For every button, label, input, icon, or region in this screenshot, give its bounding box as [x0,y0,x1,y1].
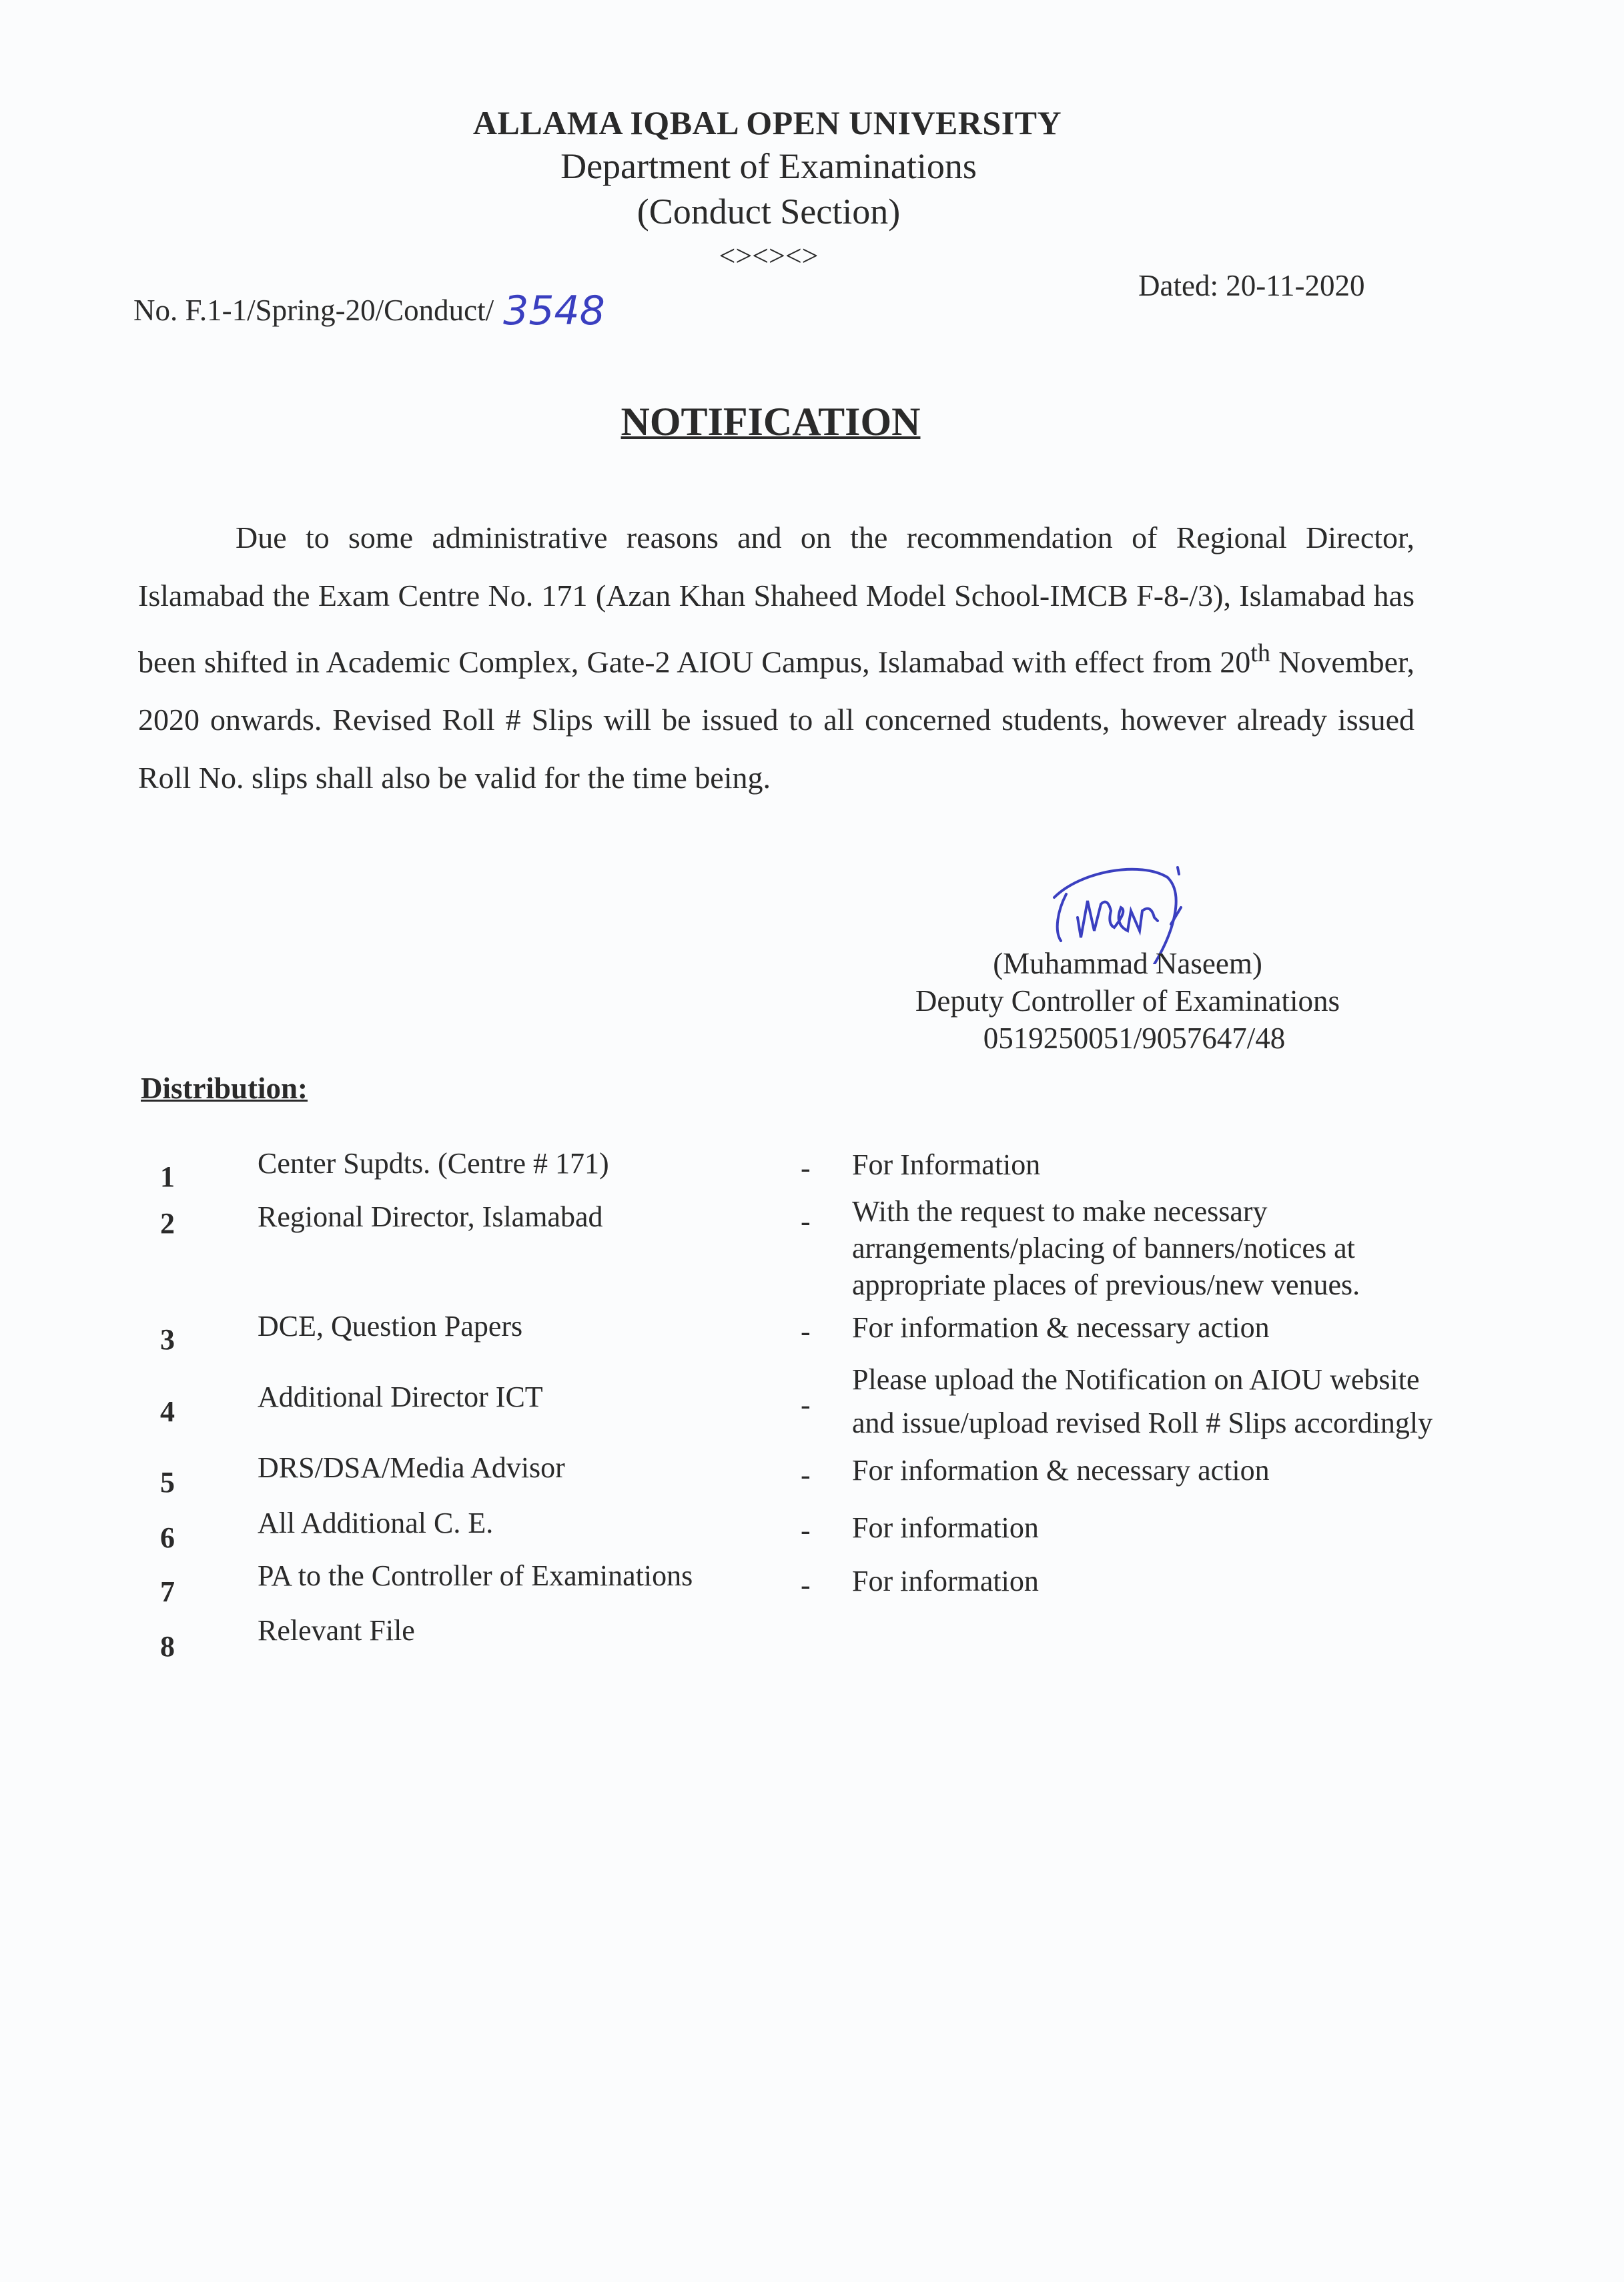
remark: For information & necessary action [852,1311,1270,1344]
signatory-designation: Deputy Controller of Examinations [915,984,1340,1018]
dash: - [801,1315,811,1348]
dash: - [801,1389,811,1421]
body-text-2: November, 2020 onwards. Revised Roll # Slips will be issued to all concerned students, however already issued Roll No. slips shall also be valid for the time being. [138,645,1414,795]
row-number: 1 [160,1160,175,1193]
dash: - [801,1459,811,1491]
recipient: All Additional C. E. [258,1507,494,1539]
remark: For Information [852,1148,1041,1181]
remark: appropriate places of previous/new venues. [852,1268,1360,1301]
remark: For information & necessary action [852,1454,1270,1487]
ornament-divider: <><><> [719,240,819,272]
row-number: 3 [160,1323,175,1356]
recipient: Regional Director, Islamabad [258,1200,603,1233]
reference-prefix: No. F.1-1/Spring-20/Conduct/ [133,294,494,327]
university-name: ALLAMA IQBAL OPEN UNIVERSITY [472,104,1062,141]
recipient: PA to the Controller of Examinations [258,1559,693,1592]
recipient: Additional Director ICT [258,1381,543,1413]
recipient: DCE, Question Papers [258,1310,523,1343]
ordinal-suffix: th [1250,639,1271,667]
department-name: Department of Examinations [560,146,977,186]
recipient: Relevant File [258,1614,415,1647]
handwritten-number: 3548 [503,288,605,334]
row-number: 4 [160,1395,175,1428]
remark: For information [852,1565,1039,1597]
remark: Please upload the Notification on AIOU website [852,1363,1420,1396]
date: Dated: 20-11-2020 [1138,269,1365,302]
remark: and issue/upload revised Roll # Slips accordingly [852,1407,1433,1439]
signatory-name: (Muhammad Naseem) [993,947,1262,980]
distribution-heading: Distribution: [141,1072,308,1105]
dash: - [801,1152,811,1184]
document-title: NOTIFICATION [621,400,921,444]
recipient: DRS/DSA/Media Advisor [258,1451,565,1484]
section-name: (Conduct Section) [637,192,901,232]
remark: arrangements/placing of banners/notices at [852,1232,1355,1264]
dash: - [801,1514,811,1547]
row-number: 7 [160,1575,175,1608]
recipient: Center Supdts. (Centre # 171) [258,1147,609,1180]
remark: With the request to make necessary [852,1195,1268,1228]
reference-number [133,284,605,334]
row-number: 5 [160,1466,175,1499]
row-number: 6 [160,1521,175,1554]
dash: - [801,1569,811,1601]
remark: For information [852,1511,1039,1544]
dash: - [801,1205,811,1238]
row-number: 8 [160,1630,175,1663]
body-text-1: Due to some administrative reasons and on the recommendation of Regional Director, Islamabad the Exam Centre No. 171 (Azan Khan Shaheed Model School-IMCB F-8-/3), Islamabad has been shifted in Academic Complex, Gate-2 AIOU Campus, Islamabad with effect from 20 [138,520,1414,679]
signatory-phone: 0519250051/9057647/48 [983,1022,1286,1055]
row-number: 2 [160,1207,175,1240]
notification-body [138,508,1414,807]
